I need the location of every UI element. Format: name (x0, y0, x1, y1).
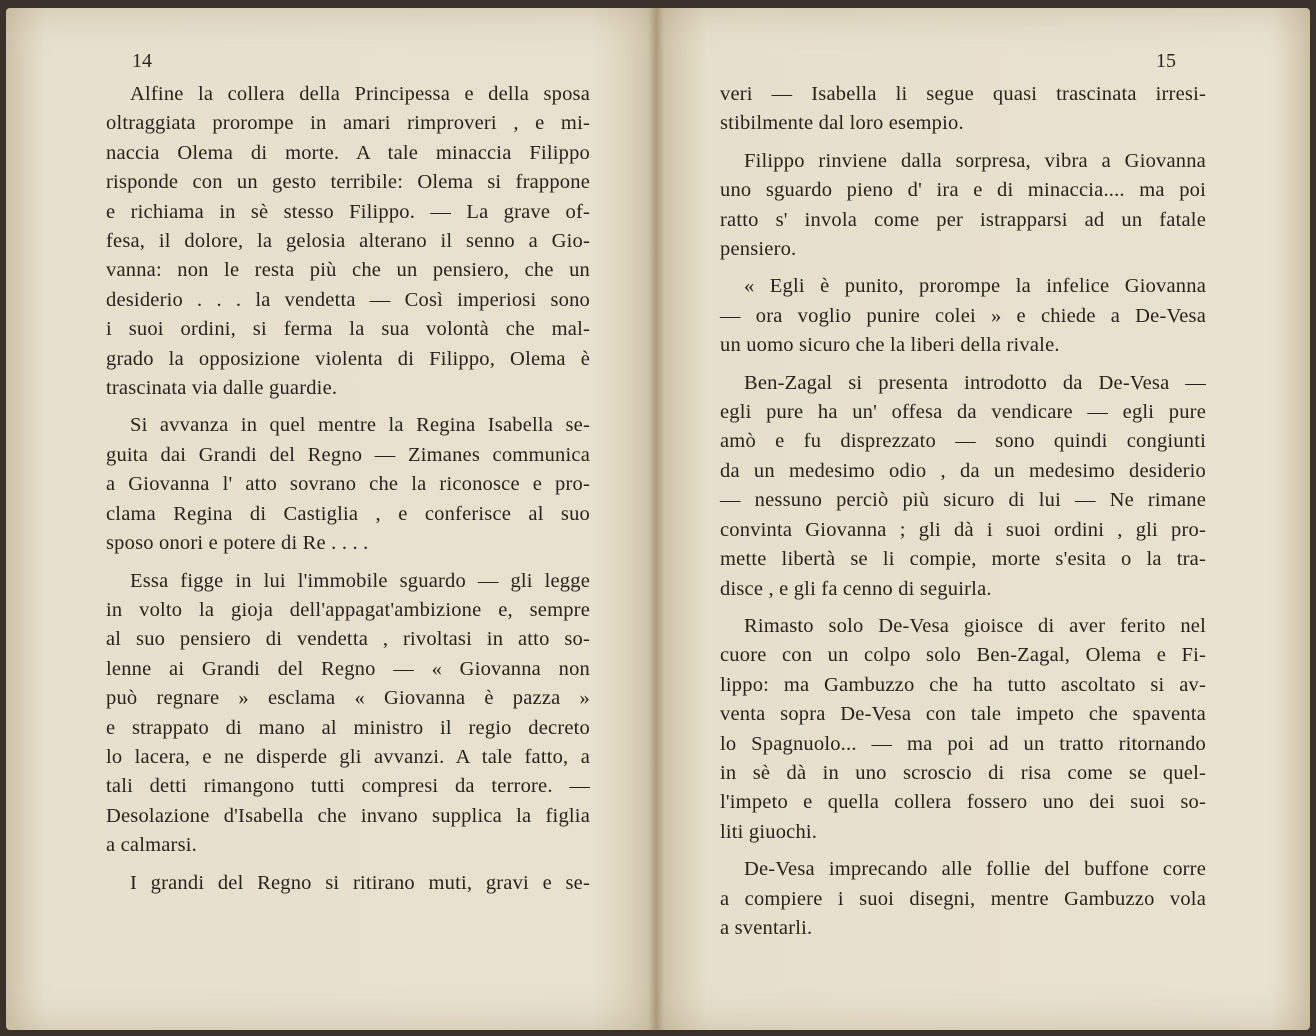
book-gutter (648, 8, 664, 1030)
text-line: Ben-Zagal si presenta introdotto da De-Vesa — (744, 371, 1206, 394)
text-line: — nessuno perciò più sicuro di lui — Ne rimane (720, 489, 1206, 512)
text-line: lippo: ma Gambuzzo che ha tutto ascoltato si av- (720, 673, 1206, 696)
text-line: veri — Isabella li segue quasi trascinata irresi- (720, 83, 1206, 105)
text-line: Desolazione d'Isabella che invano supplica la figlia (106, 804, 590, 827)
text-line: vanna: non le resta più che un pensiero, che un (106, 259, 590, 282)
paragraph-gap (106, 403, 590, 411)
text-line: Si avvanza in quel mentre la Regina Isabella se- (130, 414, 590, 437)
text-line: Essa figge in lui l'immobile sguardo — gli legge (130, 569, 590, 592)
text-line: i suoi ordini, si ferma la sua volontà che mal- (106, 318, 590, 341)
text-line: stibilmente dal loro esempio. (720, 112, 964, 135)
text-line: guita dai Grandi del Regno — Zimanes communica (106, 443, 590, 466)
text-line: mette libertà se li compie, morte s'esita o la tra- (720, 548, 1206, 571)
text-line: Alfine la collera della Principessa e della sposa (130, 83, 590, 105)
text-line: amò e fu disprezzato — sono quindi congiunti (720, 430, 1206, 453)
text-line: un uomo sicuro che la liberi della rivale. (720, 334, 1060, 357)
text-line: risponde con un gesto terribile: Olema si frappone (106, 171, 590, 194)
paragraph-gap (106, 559, 590, 567)
text-line: e richiama in sè stesso Filippo. — La grave of- (106, 200, 590, 223)
text-line: egli pure ha un' offesa da vendicare — egli pure (720, 401, 1206, 424)
text-line: l'impeto e quella collera fossero uno dei suoi so- (720, 791, 1206, 814)
text-line: Filippo rinviene dalla sorpresa, vibra a Giovanna (744, 149, 1206, 172)
right-page-number: 15 (1156, 50, 1176, 72)
text-line: oltraggiata prorompe in amari rimproveri , e mi- (106, 112, 590, 135)
left-page-number: 14 (132, 50, 152, 72)
left-page-text (106, 80, 590, 898)
text-line: De-Vesa imprecando alle follie del buffone corre (744, 858, 1206, 881)
text-line: Rimasto solo De-Vesa gioisce di aver ferito nel (744, 614, 1206, 637)
text-line: venta sopra De-Vesa con tale impeto che spaventa (720, 703, 1206, 726)
text-line: — ora voglio punire colei » e chiede a De-Vesa (720, 304, 1206, 327)
text-line: naccia Olema di morte. A tale minaccia Filippo (106, 141, 590, 164)
paragraph-gap (720, 264, 1206, 272)
text-line: a calmarsi. (106, 834, 197, 857)
text-line: pensiero. (720, 238, 797, 261)
paragraph-gap (720, 847, 1206, 855)
text-line: in sè dà in uno scroscio di risa come se quel- (720, 761, 1206, 784)
text-line: uno sguardo pieno d' ira e di minaccia.... ma poi (720, 179, 1206, 202)
text-line: al suo pensiero di vendetta , rivoltasi in atto so- (106, 628, 590, 651)
text-line: lo lacera, e ne disperde gli avvanzi. A tale fatto, a (106, 745, 590, 768)
text-line: clama Regina di Castiglia , e conferisce al suo (106, 502, 590, 525)
text-line: in volto la gioja dell'appagat'ambizione e, sempre (106, 598, 590, 621)
text-line: da un medesimo odio , da un medesimo desiderio (720, 459, 1206, 482)
text-line: sposo onori e potere di Re . . . . (106, 532, 369, 555)
text-line: grado la opposizione violenta di Filippo, Olema è (106, 347, 590, 370)
text-line: ratto s' invola come per istrapparsi ad un fatale (720, 208, 1206, 231)
text-line: liti giuochi. (720, 820, 818, 843)
text-line: « Egli è punito, prorompe la infelice Giovanna (744, 275, 1206, 298)
text-line: lenne ai Grandi del Regno — « Giovanna non (106, 657, 590, 680)
paragraph-gap (720, 361, 1206, 369)
text-line: lo Spagnuolo... — ma poi ad un tratto ritornando (720, 732, 1206, 755)
text-line: tali detti rimangono tutti compresi da terrore. — (106, 775, 590, 798)
paragraph-gap (720, 604, 1206, 612)
paragraph-gap (106, 861, 590, 869)
text-line: a compiere i suoi disegni, mentre Gambuzzo vola (720, 887, 1206, 910)
text-line: fesa, il dolore, la gelosia alterano il senno a Gio- (106, 230, 590, 253)
text-line: desiderio . . . la vendetta — Così imperiosi sono (106, 288, 590, 311)
text-line: trascinata via dalle guardie. (106, 377, 338, 400)
text-line: e strappato di mano al ministro il regio decreto (106, 716, 590, 739)
right-page-text (720, 80, 1206, 943)
text-line: disce , e gli fa cenno di seguirla. (720, 577, 992, 600)
text-line: a Giovanna l' atto sovrano che la riconosce e pro- (106, 473, 590, 496)
text-line: cuore con un colpo solo Ben-Zagal, Olema e Fi- (720, 644, 1206, 667)
paragraph-gap (720, 139, 1206, 147)
text-line: a sventarli. (720, 916, 813, 939)
text-line: I grandi del Regno si ritirano muti, gravi e se- (130, 871, 590, 894)
text-line: può regnare » esclama « Giovanna è pazza » (106, 687, 590, 710)
text-line: convinta Giovanna ; gli dà i suoi ordini , gli pro- (720, 518, 1206, 541)
